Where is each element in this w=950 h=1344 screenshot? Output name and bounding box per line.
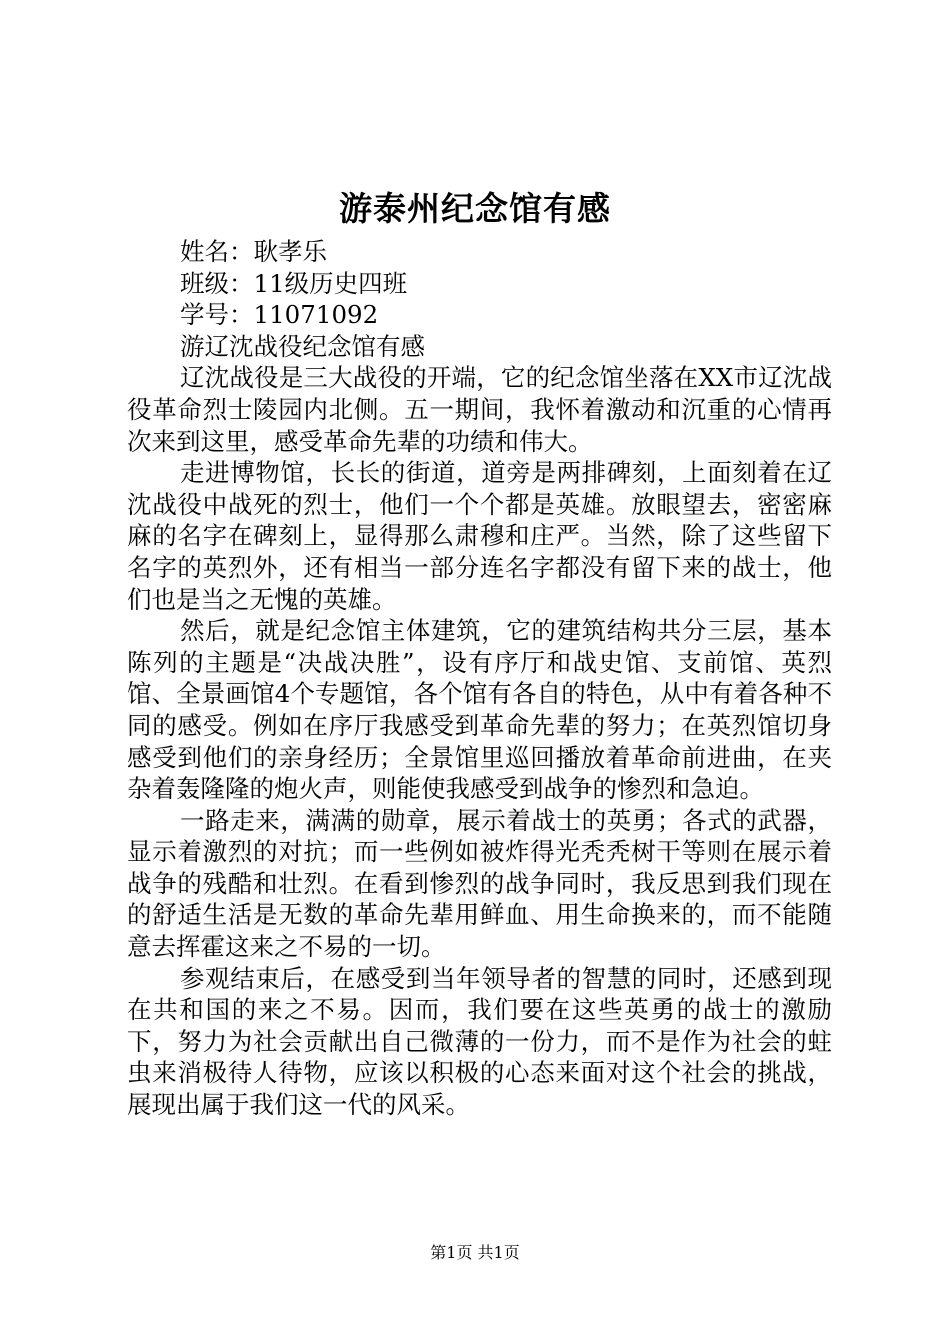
document-body [127,236,832,1121]
paragraph-1: 辽沈战役是三大战役的开端，它的纪念馆坐落在XX市辽沈战役革命烈士陵园内北侧。五一期间，我怀着激动和沉重的心情再次来到这里，感受革命先辈的功绩和伟大。 [127,363,832,456]
page-footer: 第1页 共1页 [430,1243,520,1262]
paragraph-2: 走进博物馆，长长的街道，道旁是两排碑刻，上面刻着在辽沈战役中战死的烈士，他们一个个都是英雄。放眼望去，密密麻麻的名字在碑刻上，显得那么肃穆和庄严。当然，除了这些留下名字的英烈外，还有相当一部分连名字都没有留下来的战士，他们也是当之无愧的英雄。 [127,458,832,614]
essay-subtitle: 游辽沈战役纪念馆有感 [180,331,425,361]
author-class: 班级：11级历史四班 [180,268,408,298]
paragraph-4: 一路走来，满满的勋章，展示着战士的英勇；各式的武器，显示着激烈的对抗；而一些例如被炸得光秃秃树干等则在展示着战争的残酷和壮烈。在看到惨烈的战争同时，我反思到我们现在的舒适生活是无数的革命先辈用鲜血、用生命换来的，而不能随意去挥霍这来之不易的一切。 [127,805,832,962]
paragraph-5: 参观结束后，在感受到当年领导者的智慧的同时，还感到现在共和国的来之不易。因而，我们要在这些英勇的战士的激励下，努力为社会贡献出自己微薄的一份力，而不是作为社会的蛀虫来消极待人待物，应该以积极的心态来面对这个社会的挑战，展现出属于我们这一代的风采。 [127,963,832,1120]
document-title: 游泰州纪念馆有感 [339,189,611,228]
paragraph-3: 然后，就是纪念馆主体建筑，它的建筑结构共分三层，基本陈列的主题是“决战决胜”，设有序厅和战史馆、支前馆、英烈馆、全景画馆4个专题馆，各个馆有各自的特色，从中有着各种不同的感受。例如在序厅我感受到革命先辈的努力；在英烈馆切身感受到他们的亲身经历；全景馆里巡回播放着革命前进曲，在夹杂着轰隆隆的炮火声，则能使我感受到战争的惨烈和急迫。 [127,616,832,804]
student-id: 学号：11071092 [180,300,379,330]
author-name: 姓名：耿孝乐 [180,237,327,266]
